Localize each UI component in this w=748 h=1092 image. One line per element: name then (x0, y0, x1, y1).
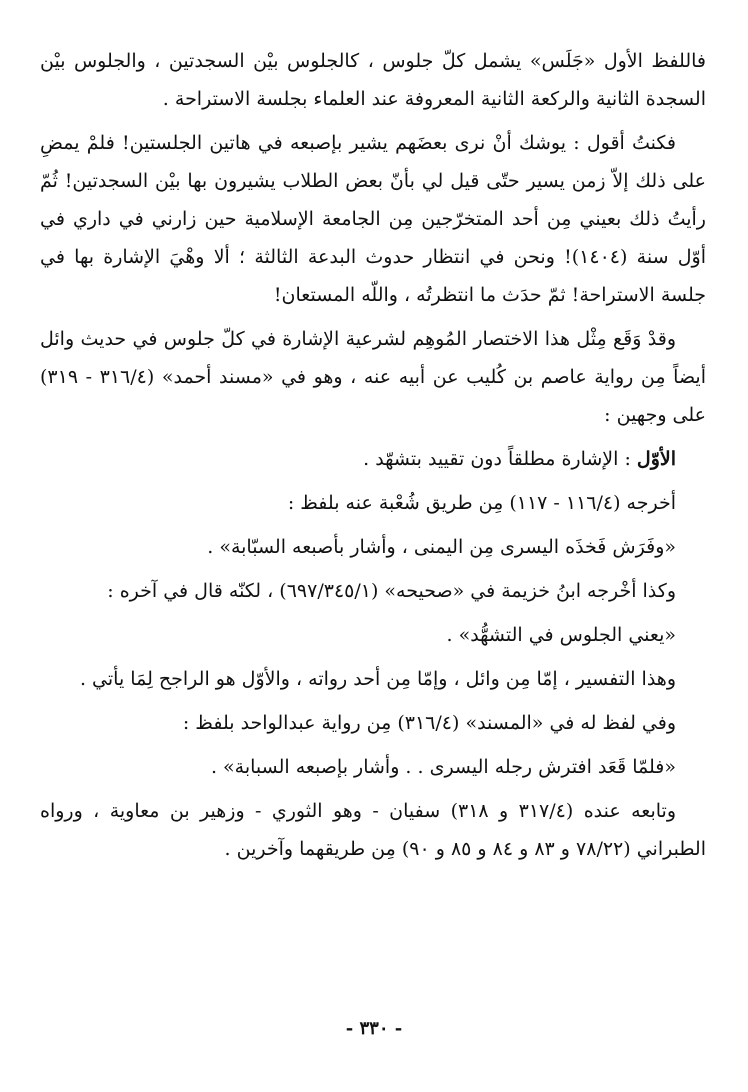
line-musnad-wording: وفي لفظ له في «المسند» (٣١٦/٤) مِن رواية عبدالواحد بلفظ : (182, 712, 676, 734)
page-number: - ٣٣٠ - (345, 1018, 403, 1039)
first-point (40, 440, 706, 478)
page-body (40, 42, 706, 874)
first-point-label: الأوّل (636, 448, 676, 470)
quote-tashahhud: «يعني الجلوس في التشهُّد» . (446, 624, 676, 646)
line-tafsir-remark: وهذا التفسير ، إمّا مِن وائل ، وإمّا مِن أحد رواته ، والأوّل هو الراجح لِمَا يأتي . (79, 668, 676, 690)
paragraph-wail-hadith: وقدْ وَقَع مِثْل هذا الاختصار المُوهِم لشرعية الإشارة في كلّ جلوس في حديث وائل أيضاً مِن رواية عاصم بن كُليب عن أبيه عنه ، وهو في «مسند أحمد» (٣١٦/٤ - ٣١٩) على وجهين : (40, 328, 706, 426)
quote-abdulwahid-wording: «فلمّا قَعَد افترش رجله اليسرى . . وأشار بإصبعه السبابة» . (210, 756, 676, 778)
paragraph-first-wording: فاللفظ الأول «جَلَس» يشمل كلّ جلوس ، كالجلوس بيْن السجدتين ، والجلوس بيْن السجدة الثانية والركعة الثانية المعروفة عند العلماء بجلسة الاستراحة . (40, 50, 706, 110)
paragraph-author-remark: فكنتُ أقول : يوشك أنْ نرى بعضَهم يشير بإصبعه في هاتين الجلستين! فلمْ يمضِ على ذلك إلاّ زمن يسير حتّى قيل لي بأنّ بعض الطلاب يشيرون بها بيْن السجدتين! ثُمّ رأيتُ ذلك بعيني مِن أحد المتخرّجين مِن الجامعة الإسلامية حين زارني في داري في أوّل سنة (١٤٠٤)! ونحن في انتظار حدوث البدعة الثالثة ؛ ألا وهْيَ الإشارة بها في جلسة الاستراحة! ثمّ حدَث ما انتظرتُه ، واللّه المستعان! (40, 132, 706, 306)
paragraph-followers: وتابعه عنده (٣١٧/٤ و ٣١٨) سفيان - وهو الثوري - وزهير بن معاوية ، ورواه الطبراني (٧٨/٢٢ و ٨٣ و ٨٤ و ٨٥ و ٩٠) مِن طريقهما وآخرين . (40, 800, 706, 860)
quote-shuba-wording: «وفَرَش فَخذَه اليسرى مِن اليمنى ، وأشار بأصبعه السبّابة» . (207, 536, 676, 558)
first-point-text: : الإشارة مطلقاً دون تقييد بتشهّد . (363, 448, 631, 470)
line-ibn-khuzaymah: وكذا أخْرجه ابنُ خزيمة في «صحيحه» (٦٩٧/٣٤٥/١) ، لكنّه قال في آخره : (107, 580, 676, 602)
line-shuba-narration: أخرجه (١١٦/٤ - ١١٧) مِن طريق شُعْبة عنه بلفظ : (287, 492, 676, 514)
